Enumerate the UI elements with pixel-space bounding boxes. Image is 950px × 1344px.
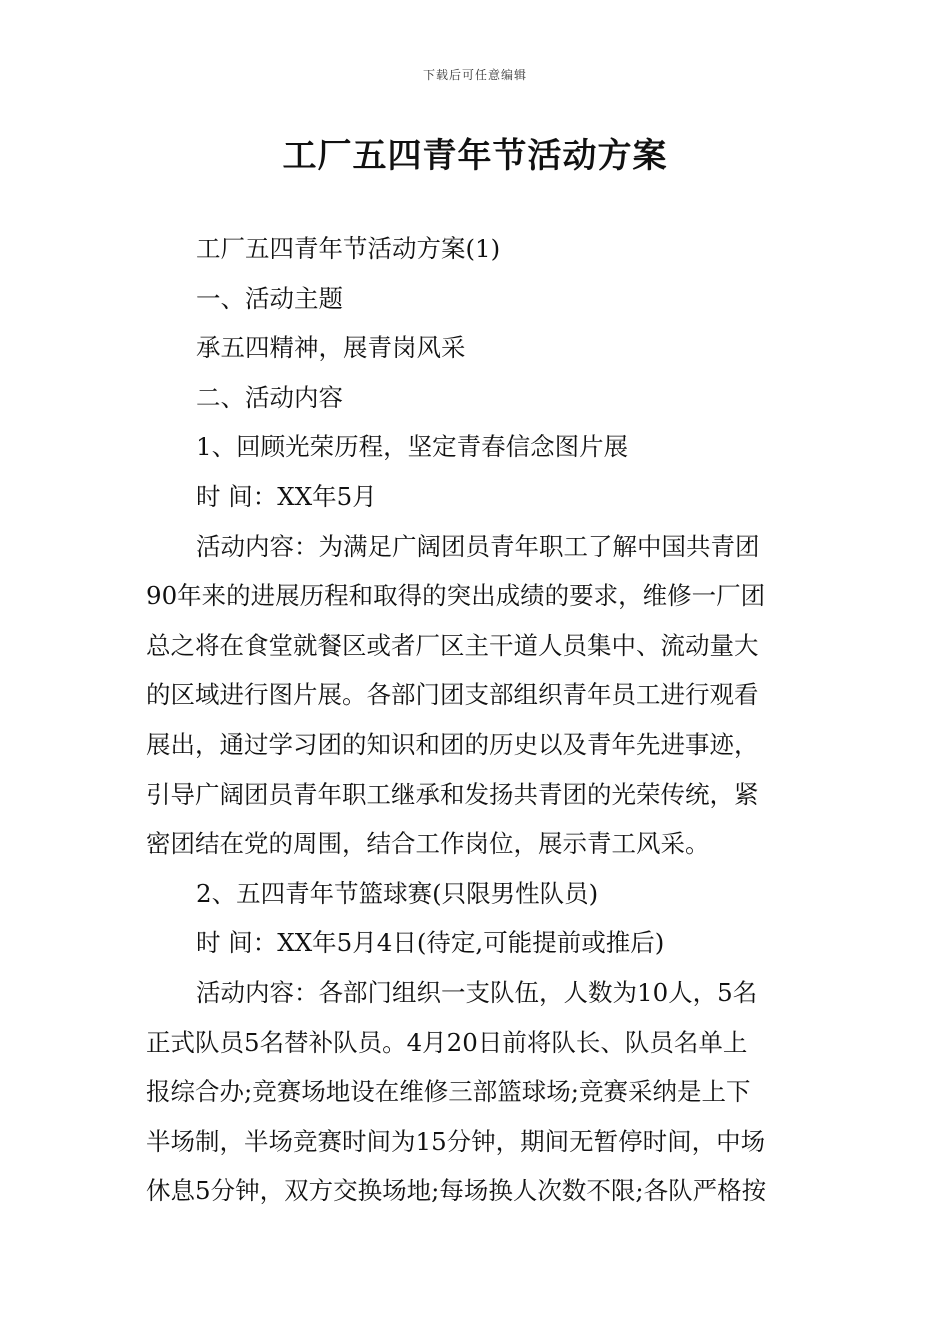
item1-time: 时 间：XX年5月 [196,481,377,511]
item1-line: 90年来的进展历程和取得的突出成绩的要求，维修一厂团 [146,581,766,611]
item1-line: 展出，通过学习团的知识和团的历史以及青年先进事迹， [146,729,759,759]
item1-line: 密团结在党的周围，结合工作岗位，展示青工风采。 [146,829,710,859]
item2-time: 时 间：XX年5月4日(待定,可能提前或推后) [196,928,665,958]
item2-line: 休息5分钟，双方交换场地;每场换人次数不限;各队严格按 [146,1176,767,1206]
document-title: 工厂五四青年节活动方案 [282,136,668,176]
item1-line: 的区域进行图片展。各部门团支部组织青年员工进行观看 [146,680,759,710]
theme-text: 承五四精神，展青岗风采 [196,333,466,363]
item1-line: 引导广阔团员青年职工继承和发扬共青团的光荣传统，紧 [146,779,759,809]
section-heading-theme: 一、活动主题 [196,283,343,313]
item2-line: 活动内容：各部门组织一支队伍，人数为10人，5名 [196,977,758,1007]
item2-line: 报综合办;竞赛场地设在维修三部篮球场;竞赛采纳是上下 [146,1077,751,1107]
subtitle: 工厂五四青年节活动方案(1) [196,234,501,263]
item2-line: 正式队员5名替补队员。4月20日前将队长、队员名单上 [146,1027,748,1057]
item1-title: 1、回顾光荣历程，坚定青春信念图片展 [196,432,629,462]
item1-line: 总之将在食堂就餐区或者厂区主干道人员集中、流动量大 [146,630,759,660]
header-note: 下载后可任意编辑 [422,68,527,82]
item1-line: 活动内容：为满足广阔团员青年职工了解中国共青团 [196,531,760,561]
section-heading-content: 二、活动内容 [196,382,343,412]
item2-title: 2、五四青年节篮球赛(只限男性队员) [196,878,599,908]
document-body [146,224,806,1216]
item2-line: 半场制，半场竞赛时间为15分钟，期间无暂停时间，中场 [146,1126,766,1156]
